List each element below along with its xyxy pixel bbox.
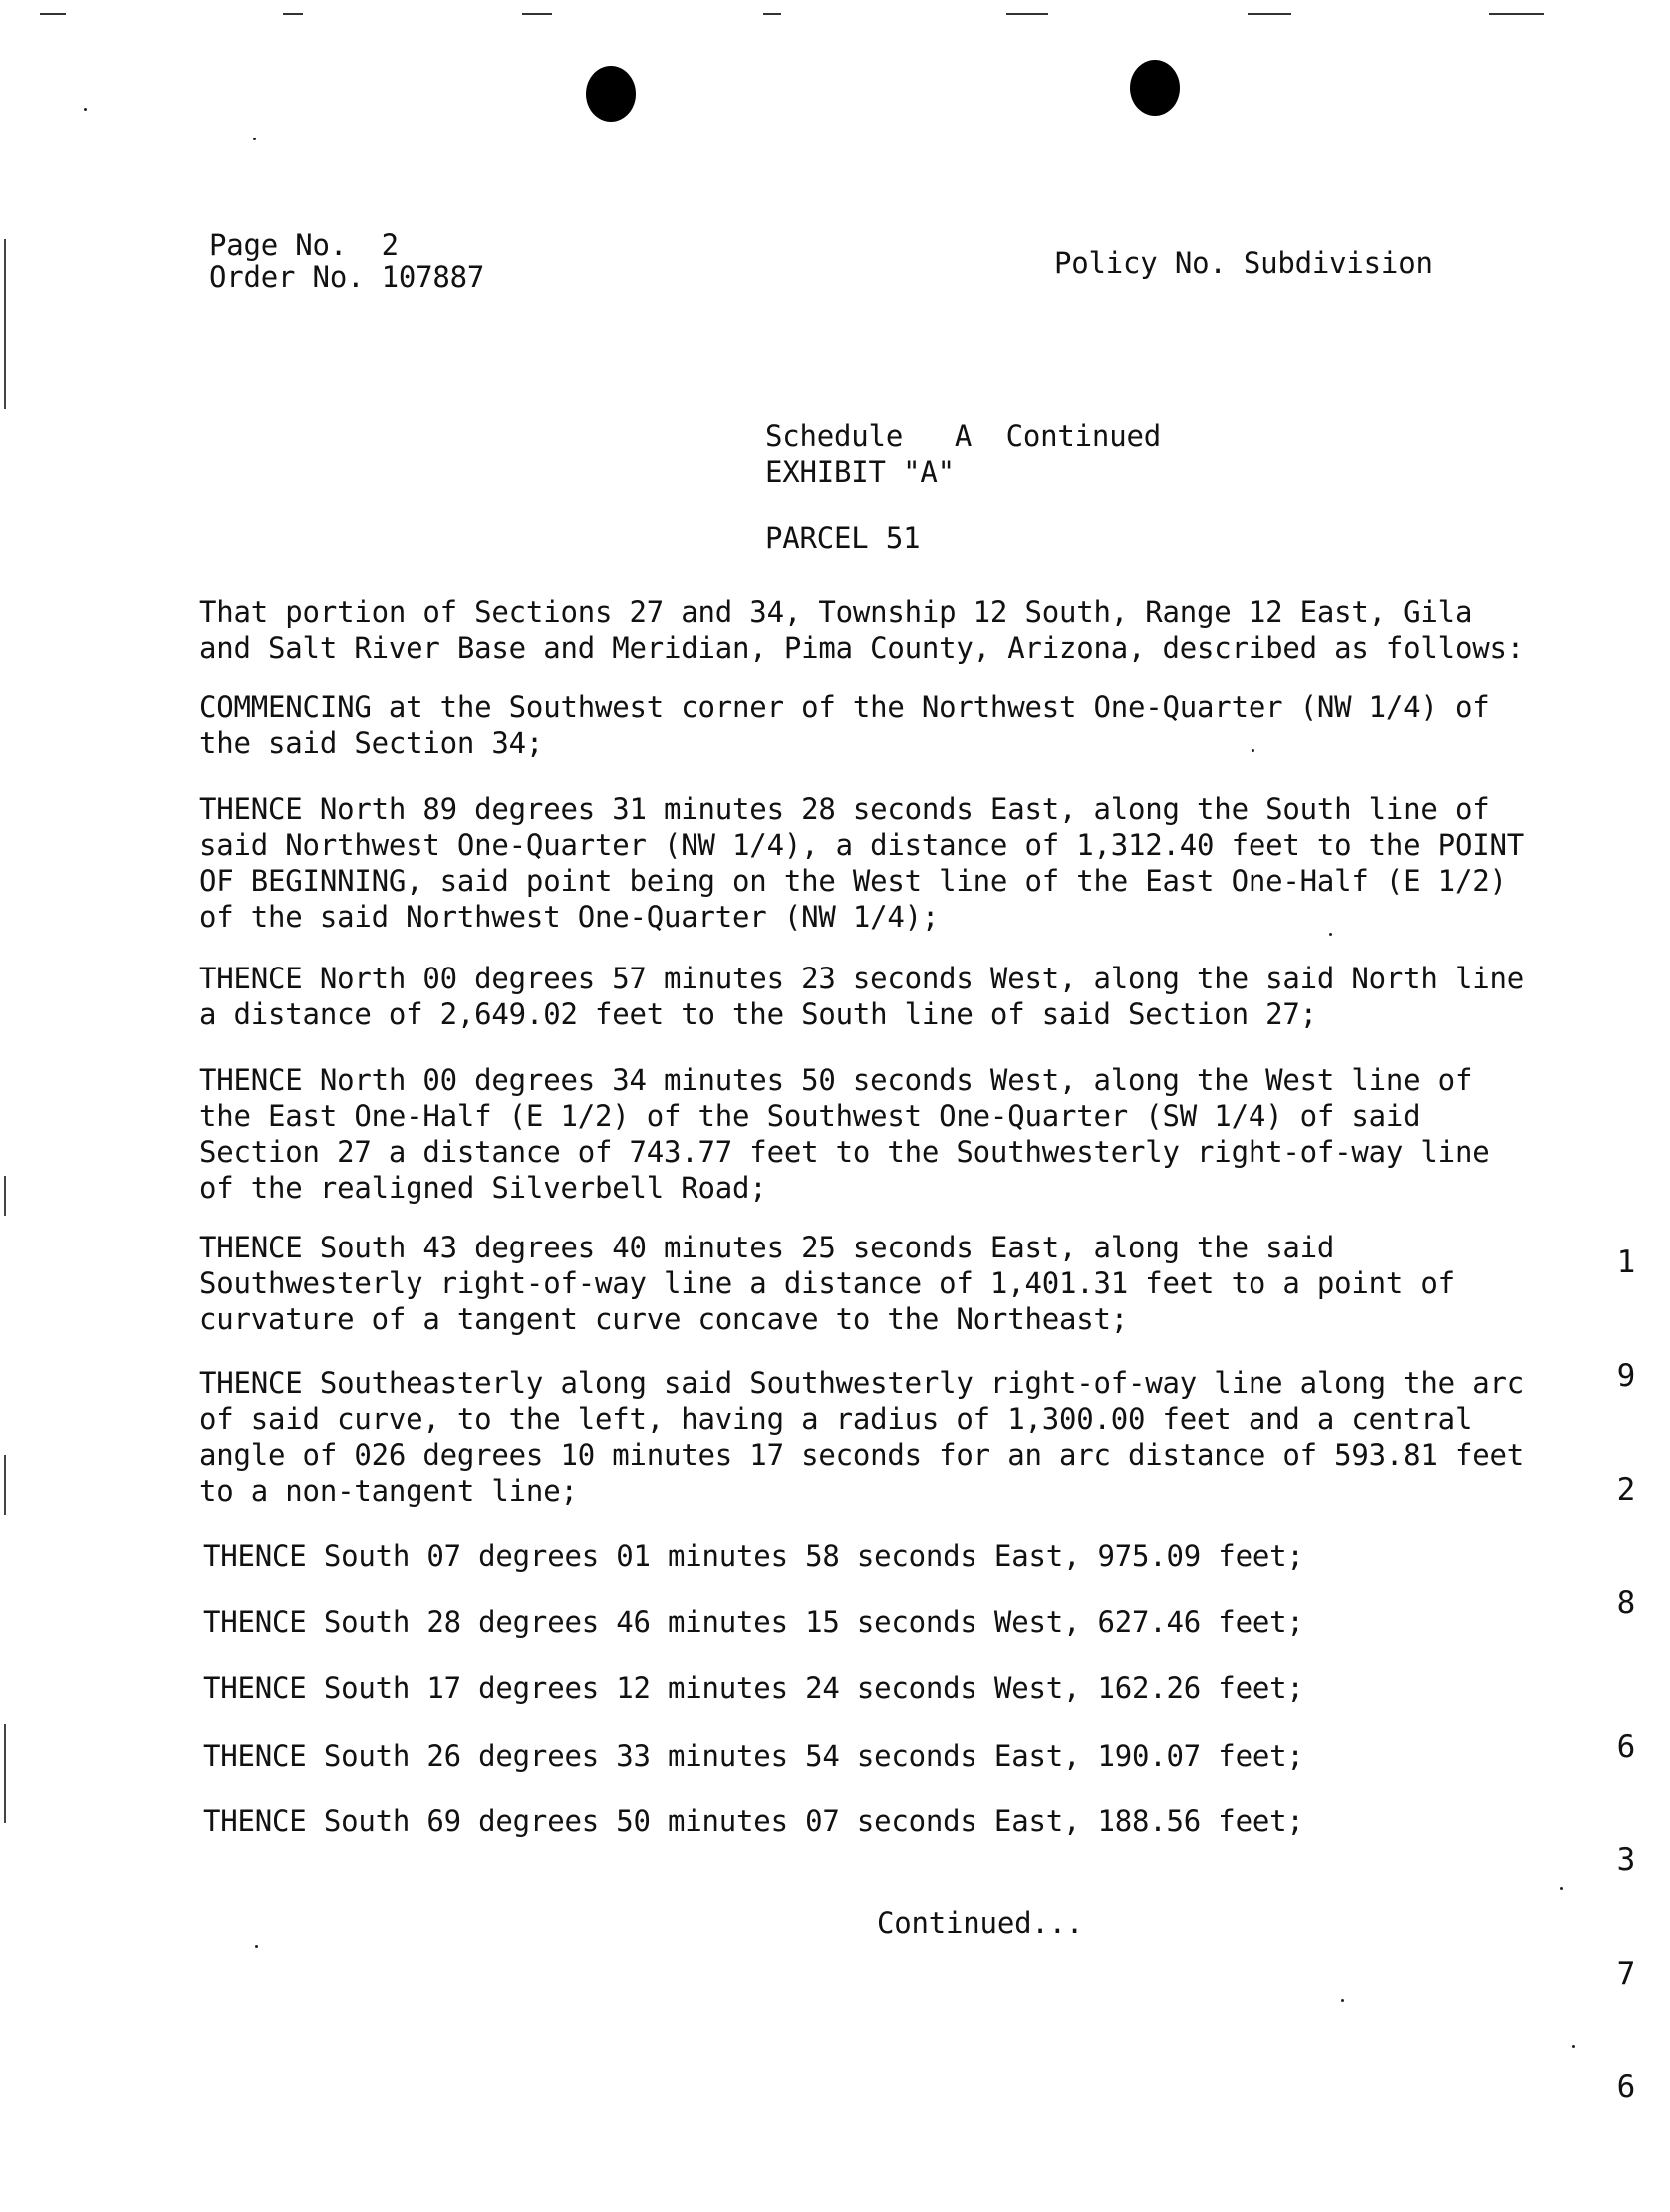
- scan-mark: [522, 13, 552, 15]
- recording-digit: 9: [1616, 1358, 1636, 1394]
- page-number: [209, 227, 399, 263]
- scan-speck: [255, 1945, 258, 1948]
- body-line: of the said Northwest One-Quarter (NW 1/4);: [199, 900, 940, 934]
- scan-mark: [1248, 13, 1291, 15]
- recording-digit: 6: [1616, 2070, 1636, 2105]
- recording-number: [1606, 1168, 1646, 2182]
- recording-digit: 8: [1616, 1585, 1636, 1621]
- body-line: Southwesterly right-of-way line a distance of 1,401.31 feet to a point of: [199, 1266, 1455, 1300]
- recording-digit: 2: [1616, 1472, 1636, 1508]
- scan-mark: [283, 13, 303, 15]
- schedule-heading: Schedule A Continued: [765, 419, 1161, 453]
- page-number-value: 2: [381, 228, 399, 262]
- body-line: to a non-tangent line;: [199, 1474, 578, 1508]
- body-line: OF BEGINNING, said point being on the West line of the East One-Half (E 1/2): [199, 864, 1507, 898]
- body-line: THENCE North 00 degrees 34 minutes 50 seconds West, along the West line of: [199, 1063, 1473, 1097]
- scan-speck: [1341, 1999, 1344, 2002]
- body-line: angle of 026 degrees 10 minutes 17 seconds for an arc distance of 593.81 feet: [199, 1438, 1524, 1472]
- body-line: the East One-Half (E 1/2) of the Southwest One-Quarter (SW 1/4) of said: [199, 1099, 1421, 1133]
- body-line: THENCE South 43 degrees 40 minutes 25 seconds East, along the said: [199, 1231, 1335, 1264]
- body-line: said Northwest One-Quarter (NW 1/4), a distance of 1,312.40 feet to the POINT: [199, 828, 1524, 862]
- scan-speck: [1329, 933, 1332, 936]
- scan-mark: [1006, 13, 1048, 15]
- parcel-heading: PARCEL 51: [765, 521, 921, 555]
- scan-speck: [253, 138, 256, 140]
- order-number: [209, 259, 484, 295]
- order-number-label: Order No.: [209, 260, 365, 294]
- scan-mark: [4, 239, 6, 409]
- recording-digit: 6: [1616, 1729, 1636, 1765]
- body-line: curvature of a tangent curve concave to the Northeast;: [199, 1302, 1129, 1336]
- scan-mark: [4, 1455, 6, 1515]
- exhibit-heading: EXHIBIT "A": [765, 455, 955, 489]
- body-line: and Salt River Base and Meridian, Pima County, Arizona, described as follows:: [199, 631, 1524, 665]
- continued-label: Continued...: [877, 1906, 1084, 1940]
- body-line: THENCE South 28 degrees 46 minutes 15 seconds West, 627.46 feet;: [203, 1605, 1304, 1639]
- body-line: COMMENCING at the Southwest corner of the Northwest One-Quarter (NW 1/4) of: [199, 691, 1490, 724]
- recording-digit: 7: [1616, 1956, 1636, 1992]
- scan-mark: [1489, 13, 1544, 15]
- body-line: THENCE South 26 degrees 33 minutes 54 seconds East, 190.07 feet;: [203, 1739, 1304, 1773]
- page-number-label: Page No.: [209, 228, 348, 262]
- policy-number: Policy No. Subdivision: [1054, 246, 1433, 280]
- scan-mark: [4, 1724, 6, 1823]
- scan-speck: [1560, 1887, 1563, 1890]
- scan-speck: [1252, 749, 1254, 752]
- body-line: That portion of Sections 27 and 34, Township 12 South, Range 12 East, Gila: [199, 595, 1473, 629]
- recording-digit: 1: [1616, 1244, 1636, 1280]
- body-line: of the realigned Silverbell Road;: [199, 1171, 767, 1205]
- scan-speck: [84, 108, 87, 111]
- body-line: a distance of 2,649.02 feet to the South line of said Section 27;: [199, 997, 1317, 1031]
- body-line: THENCE South 07 degrees 01 minutes 58 seconds East, 975.09 feet;: [203, 1539, 1304, 1573]
- order-number-value: 107887: [381, 260, 485, 294]
- body-line: the said Section 34;: [199, 726, 544, 760]
- body-line: THENCE South 69 degrees 50 minutes 07 seconds East, 188.56 feet;: [203, 1804, 1304, 1838]
- body-line: of said curve, to the left, having a radius of 1,300.00 feet and a central: [199, 1402, 1473, 1436]
- scan-mark: [40, 13, 66, 15]
- recording-digit: 3: [1616, 1842, 1636, 1878]
- body-line: THENCE North 89 degrees 31 minutes 28 seconds East, along the South line of: [199, 792, 1490, 826]
- body-line: Section 27 a distance of 743.77 feet to the Southwesterly right-of-way line: [199, 1135, 1490, 1169]
- punch-hole-right: [1130, 60, 1180, 116]
- body-line: THENCE South 17 degrees 12 minutes 24 seconds West, 162.26 feet;: [203, 1671, 1304, 1705]
- scan-mark: [4, 1176, 6, 1216]
- scan-mark: [763, 13, 781, 15]
- body-line: THENCE Southeasterly along said Southwesterly right-of-way line along the arc: [199, 1366, 1524, 1400]
- scan-speck: [1572, 2045, 1575, 2048]
- body-line: THENCE North 00 degrees 57 minutes 23 seconds West, along the said North line: [199, 962, 1524, 995]
- punch-hole-left: [586, 66, 636, 122]
